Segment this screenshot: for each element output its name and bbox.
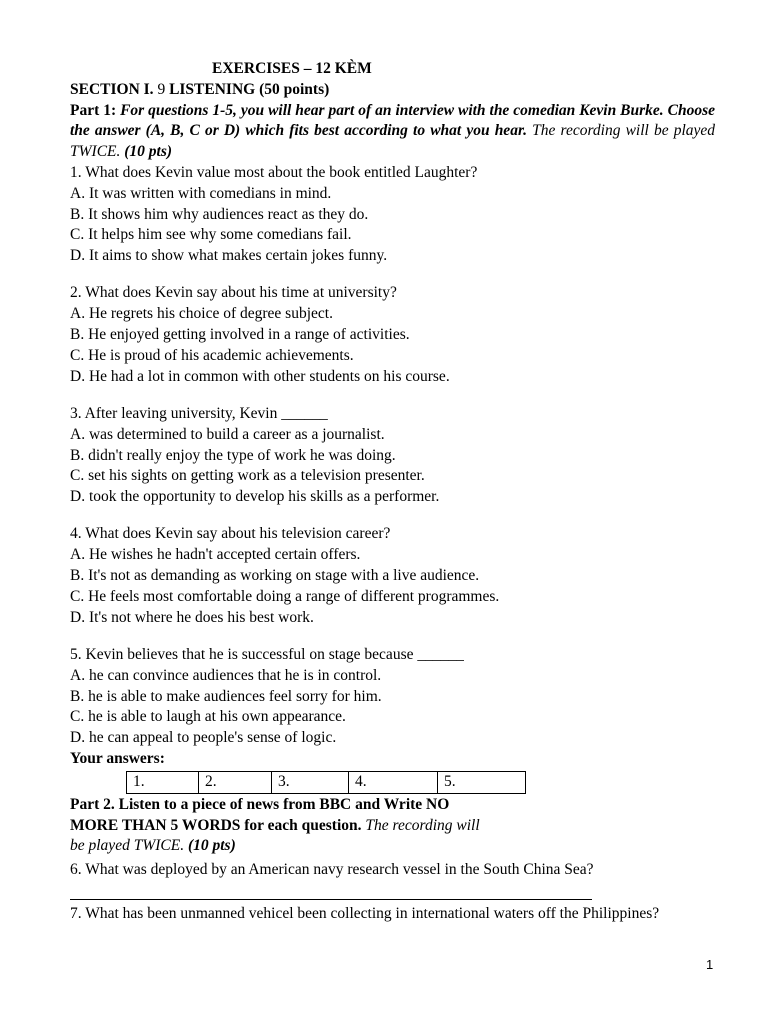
answer-cell-3[interactable]: 3. [272,771,349,793]
option-c: C. It helps him see why some comedians fail. [70,226,352,244]
question-4 [70,524,715,628]
option-b: B. he is able to make audiences feel sorry for him. [70,687,382,705]
question-stem: 2. What does Kevin say about his time at university? [70,284,397,302]
question-stem: 4. What does Kevin say about his television career? [70,525,391,543]
option-b: B. didn't really enjoy the type of work he was doing. [70,446,396,464]
option-a: A. He regrets his choice of degree subject. [70,305,333,323]
question-1 [70,163,715,267]
option-a: A. He wishes he hadn't accepted certain offers. [70,546,361,564]
section-heading [70,80,715,101]
option-b: B. It shows him why audiences react as they do. [70,205,369,223]
part1-instructions [70,101,715,163]
document-title: EXERCISES – 12 KÈM [212,60,372,77]
option-d: D. He had a lot in common with other students on his course. [70,367,450,385]
option-b: B. He enjoyed getting involved in a range of activities. [70,326,410,344]
question-7: 7. What has been unmanned vehicel been collecting in international waters off the Philippines? [70,904,660,922]
option-d: D. took the opportunity to develop his skills as a performer. [70,488,440,506]
answer-line-6[interactable] [70,881,592,900]
option-b: B. It's not as demanding as working on stage with a live audience. [70,567,480,585]
question-stem: 5. Kevin believes that he is successful on stage because ______ [70,645,464,663]
part2-line-1: Part 2. Listen to a piece of news from BBC and Write NO [70,795,450,813]
part2-line-2: MORE THAN 5 WORDS for each question. [70,816,362,834]
part2-note-end: be played TWICE. [70,837,185,855]
part1-instruction: For questions 1-5, you will hear part of an interview with the comedian Kevin Burke. Choose the answer (A, B, C or D) which fits best according to what you hear. [70,101,715,140]
document-page [70,59,715,925]
option-c: C. He feels most comfortable doing a range of different programmes. [70,587,500,605]
question-stem: 3. After leaving university, Kevin ______ [70,404,328,422]
your-answers-label: Your answers: [70,749,165,767]
page-number: 1 [706,957,714,972]
answer-table [126,771,526,794]
section-label: SECTION I. [70,80,154,98]
option-c: C. set his sights on getting work as a television presenter. [70,467,425,485]
part1-points: (10 pts) [124,143,173,161]
question-5 [70,645,715,749]
option-d: D. It's not where he does his best work. [70,608,314,626]
option-d: D. he can appeal to people's sense of logic. [70,729,337,747]
section-number: 9 [157,80,166,98]
part2-instructions [70,795,715,857]
answer-cell-5[interactable]: 5. [438,771,526,793]
option-c: C. he is able to laugh at his own appearance. [70,708,346,726]
part2-points: (10 pts) [187,837,236,855]
part2-note-start: The recording will [365,816,480,834]
answer-cell-4[interactable]: 4. [349,771,438,793]
answer-cell-2[interactable]: 2. [199,771,272,793]
answer-cell-1[interactable]: 1. [127,771,199,793]
question-2 [70,283,715,387]
question-stem: 1. What does Kevin value most about the book entitled Laughter? [70,163,478,181]
part1-label: Part 1: [70,101,117,119]
option-d: D. It aims to show what makes certain jokes funny. [70,247,388,265]
question-6: 6. What was deployed by an American navy research vessel in the South China Sea? [70,861,594,879]
answer-row [127,771,526,793]
option-a: A. he can convince audiences that he is in control. [70,666,382,684]
section-name: LISTENING (50 points) [169,80,330,98]
question-3 [70,404,715,508]
option-c: C. He is proud of his academic achievements. [70,346,354,364]
option-a: A. It was written with comedians in mind. [70,184,332,202]
option-a: A. was determined to build a career as a journalist. [70,425,385,443]
part1-note: The recording will be played TWICE. [70,122,716,161]
